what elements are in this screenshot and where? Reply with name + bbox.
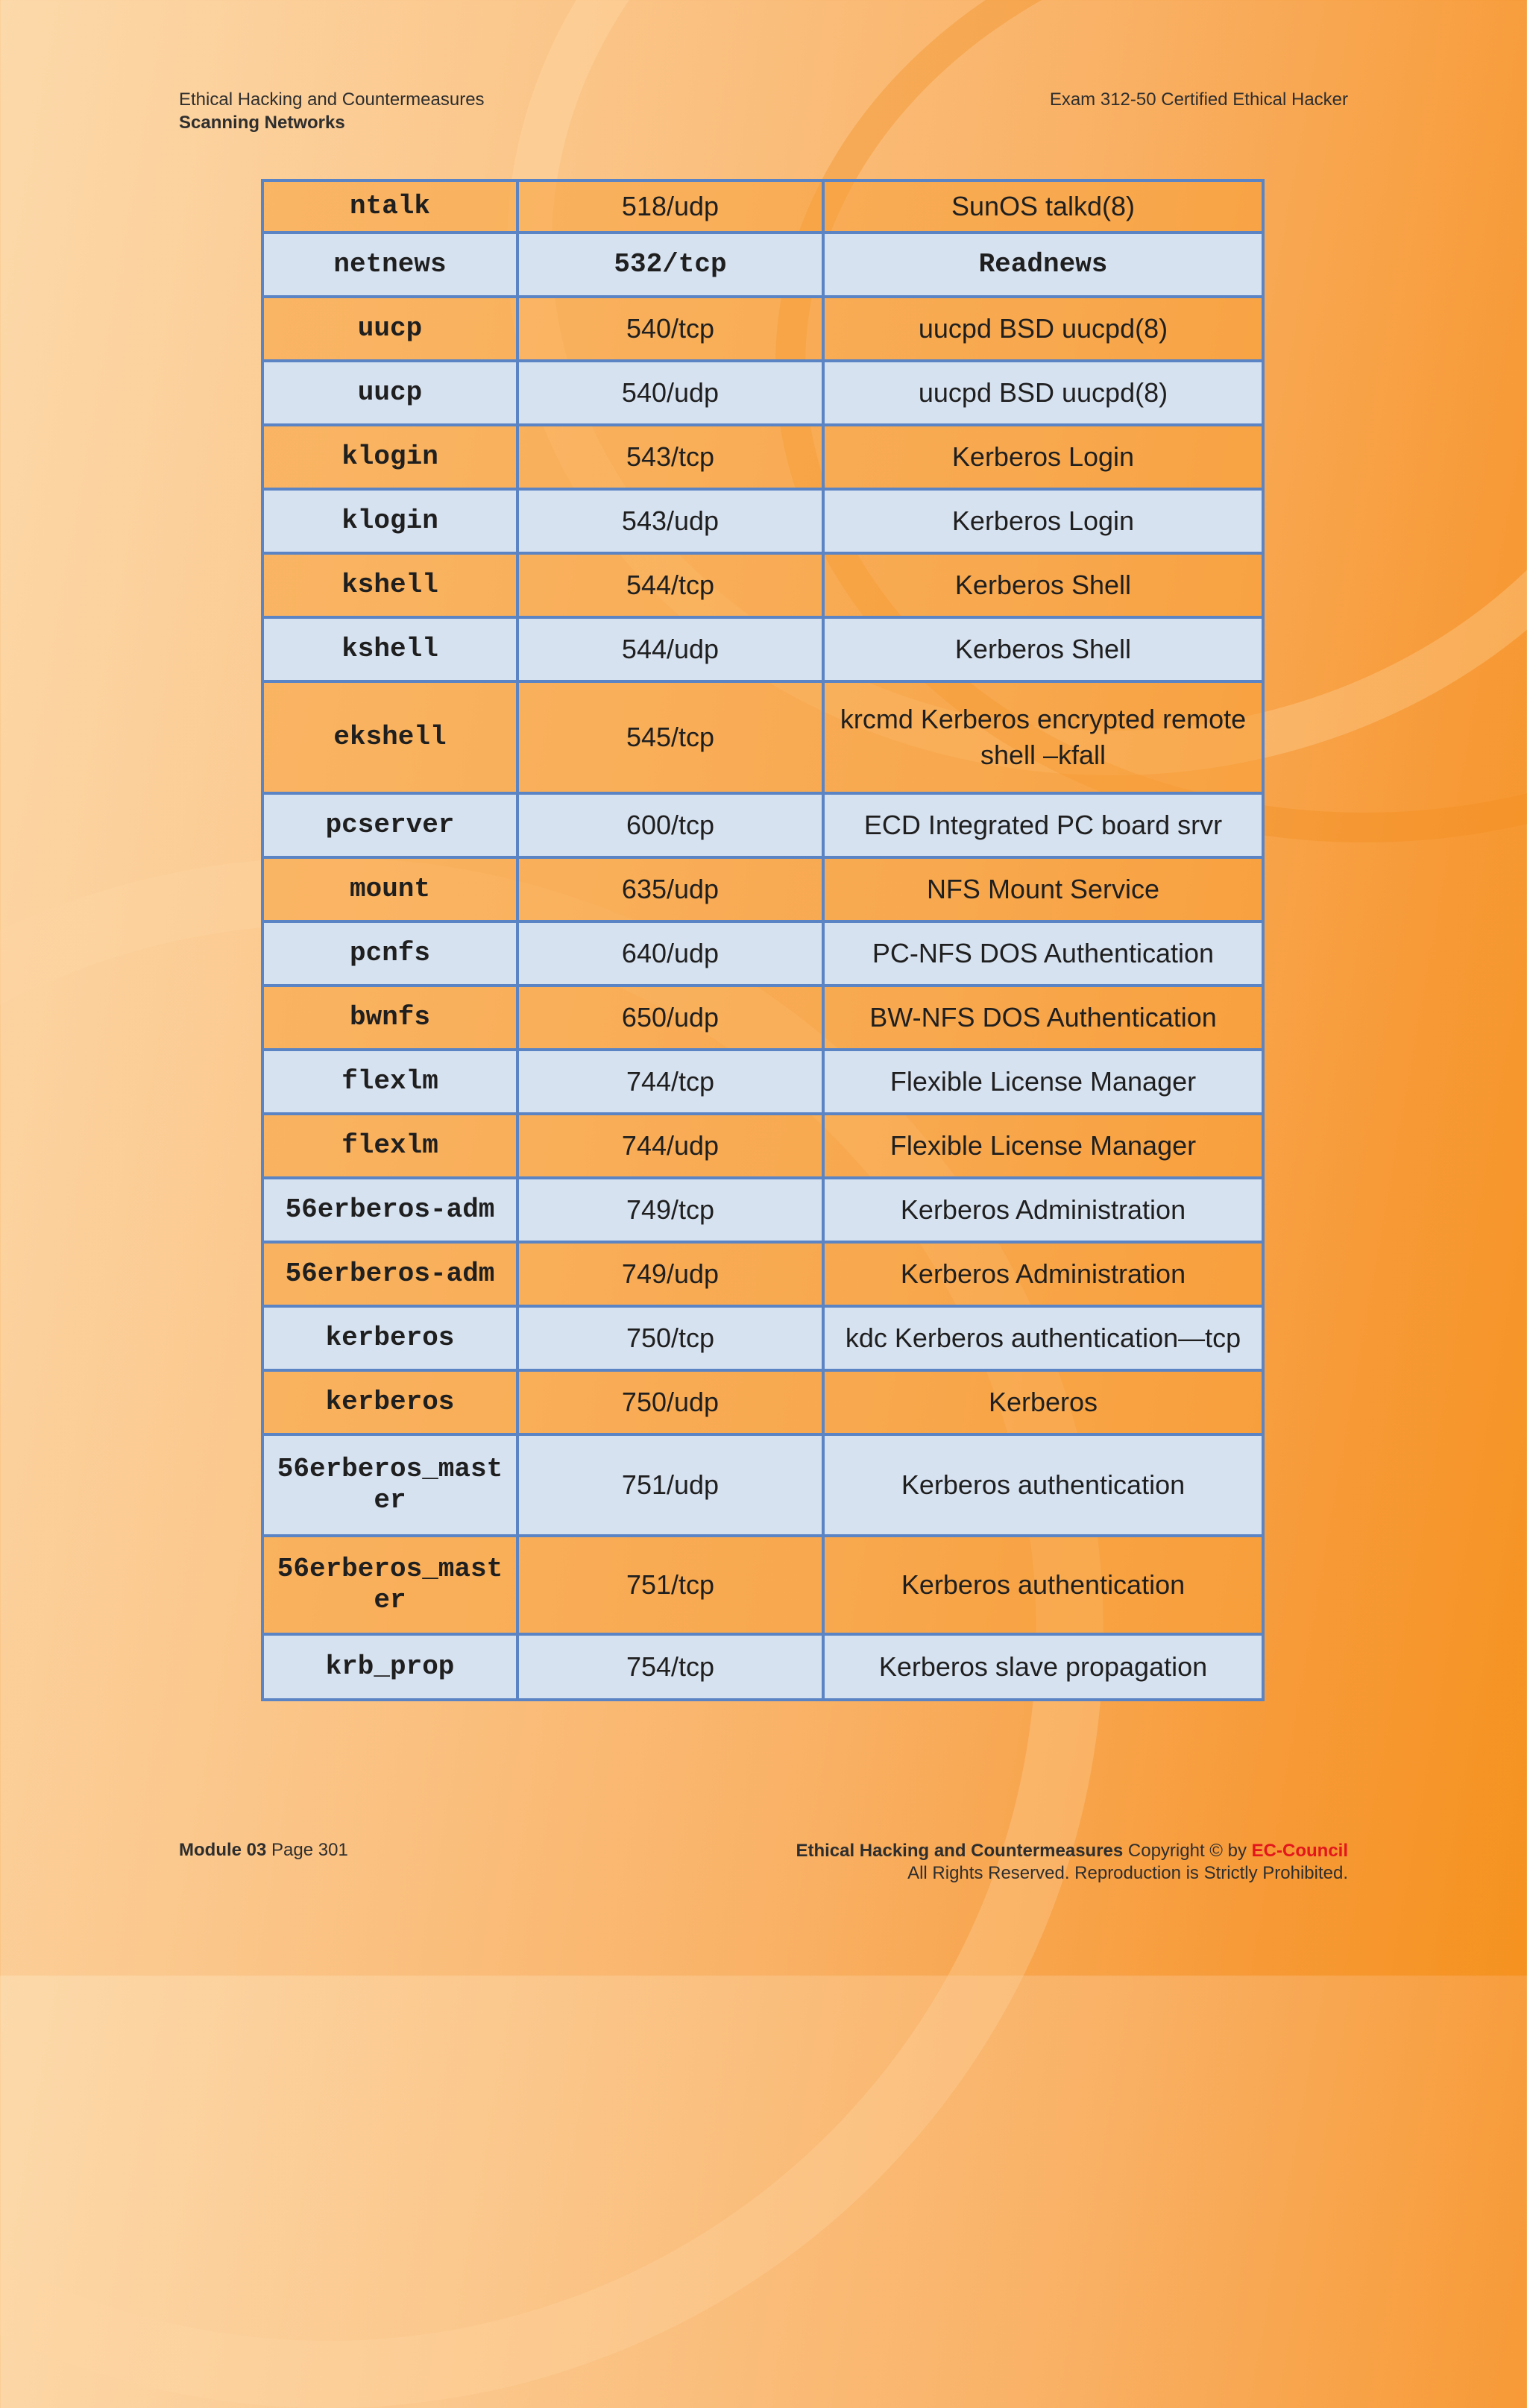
- service-cell: netnews: [262, 233, 517, 297]
- service-cell: kerberos: [262, 1370, 517, 1434]
- description-cell: Kerberos Login: [823, 425, 1263, 489]
- service-cell: kerberos: [262, 1306, 517, 1370]
- table-row: [262, 857, 1263, 921]
- table-row: [262, 1370, 1263, 1434]
- ec-council-logo: EC-Council: [1251, 1841, 1348, 1861]
- port-cell: 635/udp: [517, 857, 823, 921]
- description-cell: PC-NFS DOS Authentication: [823, 921, 1263, 986]
- table-row: [262, 425, 1263, 489]
- port-cell: 749/tcp: [517, 1178, 823, 1242]
- description-cell: Kerberos slave propagation: [823, 1634, 1263, 1700]
- table-row: [262, 297, 1263, 361]
- table-row: [262, 1050, 1263, 1114]
- service-cell: ekshell: [262, 681, 517, 793]
- module-number: Module 03: [179, 1840, 267, 1860]
- table-row: [262, 1178, 1263, 1242]
- page-number: Page 301: [271, 1840, 348, 1860]
- description-cell: Kerberos authentication: [823, 1434, 1263, 1536]
- service-cell: 56erberos-adm: [262, 1178, 517, 1242]
- table-row: [262, 1434, 1263, 1536]
- description-cell: Kerberos Shell: [823, 553, 1263, 617]
- exam-title: Exam 312-50 Certified Ethical Hacker: [1049, 89, 1348, 110]
- service-cell: kshell: [262, 553, 517, 617]
- service-cell: flexlm: [262, 1114, 517, 1178]
- port-cell: 744/tcp: [517, 1050, 823, 1114]
- port-cell: 544/tcp: [517, 553, 823, 617]
- port-cell: 749/udp: [517, 1242, 823, 1306]
- description-cell: SunOS talkd(8): [823, 180, 1263, 233]
- port-cell: 543/udp: [517, 489, 823, 553]
- description-cell: Kerberos Shell: [823, 617, 1263, 681]
- service-cell: pcnfs: [262, 921, 517, 986]
- table-row: [262, 361, 1263, 425]
- port-cell: 754/tcp: [517, 1634, 823, 1700]
- table-row: [262, 553, 1263, 617]
- description-cell: Kerberos Administration: [823, 1242, 1263, 1306]
- port-cell: 600/tcp: [517, 793, 823, 857]
- service-cell: krb_prop: [262, 1634, 517, 1700]
- service-cell: flexlm: [262, 1050, 517, 1114]
- table-row: [262, 489, 1263, 553]
- port-cell: 543/tcp: [517, 425, 823, 489]
- service-cell: uucp: [262, 297, 517, 361]
- page-header-left: [179, 88, 485, 134]
- page-footer-right: [796, 1840, 1348, 1885]
- description-cell: Readnews: [823, 233, 1263, 297]
- table-row: [262, 233, 1263, 297]
- service-cell: 56erberos-adm: [262, 1242, 517, 1306]
- footer-course: Ethical Hacking and Countermeasures: [796, 1841, 1124, 1861]
- table-row: [262, 180, 1263, 233]
- description-cell: krcmd Kerberos encrypted remote shell –kfall: [823, 681, 1263, 793]
- port-cell: 751/udp: [517, 1434, 823, 1536]
- module-title: Scanning Networks: [179, 113, 345, 133]
- service-cell: klogin: [262, 425, 517, 489]
- table-row: [262, 1242, 1263, 1306]
- footer-rights: All Rights Reserved. Reproduction is Strictly Prohibited.: [907, 1863, 1348, 1883]
- table-row: [262, 921, 1263, 986]
- port-cell: 540/tcp: [517, 297, 823, 361]
- service-cell: mount: [262, 857, 517, 921]
- service-cell: 56erberos_master: [262, 1434, 517, 1536]
- service-cell: pcserver: [262, 793, 517, 857]
- description-cell: Kerberos Login: [823, 489, 1263, 553]
- service-cell: klogin: [262, 489, 517, 553]
- description-cell: ECD Integrated PC board srvr: [823, 793, 1263, 857]
- port-cell: 545/tcp: [517, 681, 823, 793]
- table-row: [262, 1536, 1263, 1634]
- port-cell: 540/udp: [517, 361, 823, 425]
- description-cell: Flexible License Manager: [823, 1050, 1263, 1114]
- description-cell: Kerberos authentication: [823, 1536, 1263, 1634]
- description-cell: uucpd BSD uucpd(8): [823, 297, 1263, 361]
- table-row: [262, 1306, 1263, 1370]
- description-cell: Kerberos Administration: [823, 1178, 1263, 1242]
- service-cell: 56erberos_master: [262, 1536, 517, 1634]
- port-cell: 744/udp: [517, 1114, 823, 1178]
- table-row: [262, 681, 1263, 793]
- table-row: [262, 986, 1263, 1050]
- table-row: [262, 617, 1263, 681]
- port-cell: 751/tcp: [517, 1536, 823, 1634]
- table-row: [262, 1114, 1263, 1178]
- service-cell: uucp: [262, 361, 517, 425]
- port-cell: 640/udp: [517, 921, 823, 986]
- course-title: Ethical Hacking and Countermeasures: [179, 89, 485, 110]
- port-cell: 650/udp: [517, 986, 823, 1050]
- description-cell: Flexible License Manager: [823, 1114, 1263, 1178]
- footer-copyright: Copyright © by: [1127, 1841, 1247, 1861]
- table-row: [262, 793, 1263, 857]
- description-cell: uucpd BSD uucpd(8): [823, 361, 1263, 425]
- port-cell: 532/tcp: [517, 233, 823, 297]
- description-cell: BW-NFS DOS Authentication: [823, 986, 1263, 1050]
- service-cell: kshell: [262, 617, 517, 681]
- service-cell: ntalk: [262, 180, 517, 233]
- description-cell: kdc Kerberos authentication—tcp: [823, 1306, 1263, 1370]
- port-cell: 750/udp: [517, 1370, 823, 1434]
- page-footer-left: [179, 1840, 348, 1861]
- port-table-body: [262, 180, 1263, 1700]
- port-table: [261, 179, 1265, 1701]
- description-cell: NFS Mount Service: [823, 857, 1263, 921]
- table-row: [262, 1634, 1263, 1700]
- port-cell: 750/tcp: [517, 1306, 823, 1370]
- service-cell: bwnfs: [262, 986, 517, 1050]
- port-cell: 544/udp: [517, 617, 823, 681]
- description-cell: Kerberos: [823, 1370, 1263, 1434]
- port-cell: 518/udp: [517, 180, 823, 233]
